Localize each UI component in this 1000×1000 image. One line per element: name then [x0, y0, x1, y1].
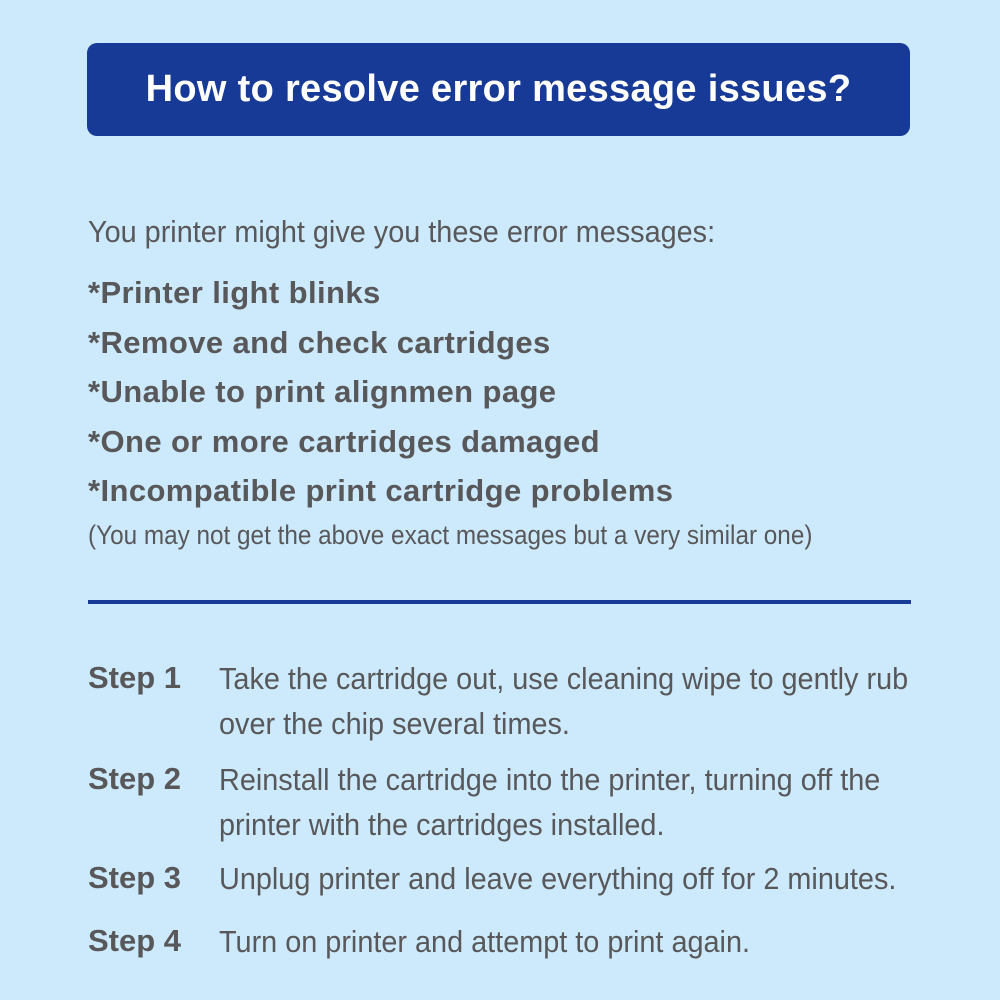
step-text: Turn on printer and attempt to print again.: [219, 924, 751, 959]
step-label: Step 1: [88, 660, 182, 695]
step-text: Take the cartridge out, use cleaning wipe to gently rub over the chip several times.: [219, 661, 909, 741]
error-message-item: *Printer light blinks: [88, 275, 381, 310]
step-label: Step 3: [88, 860, 182, 895]
disclaimer-note: (You may not get the above exact messages but a very similar one): [88, 520, 813, 550]
step-label: Step 2: [88, 761, 182, 796]
step-label: Step 4: [88, 923, 182, 958]
step-text: Reinstall the cartridge into the printer, turning off the printer with the cartridges installed.: [219, 762, 881, 842]
error-message-item: *Remove and check cartridges: [88, 324, 551, 360]
title-banner: [87, 43, 910, 136]
step-text: Unplug printer and leave everything off for 2 minutes.: [219, 861, 897, 896]
error-message-item: *Incompatible print cartridge problems: [88, 473, 674, 508]
page-title: How to resolve error message issues?: [145, 68, 852, 110]
section-divider: [88, 600, 911, 604]
error-message-list: [88, 268, 673, 516]
intro-text: You printer might give you these error messages:: [88, 214, 716, 249]
error-message-item: *One or more cartridges damaged: [88, 423, 601, 459]
error-message-item: *Unable to print alignmen page: [88, 374, 557, 409]
